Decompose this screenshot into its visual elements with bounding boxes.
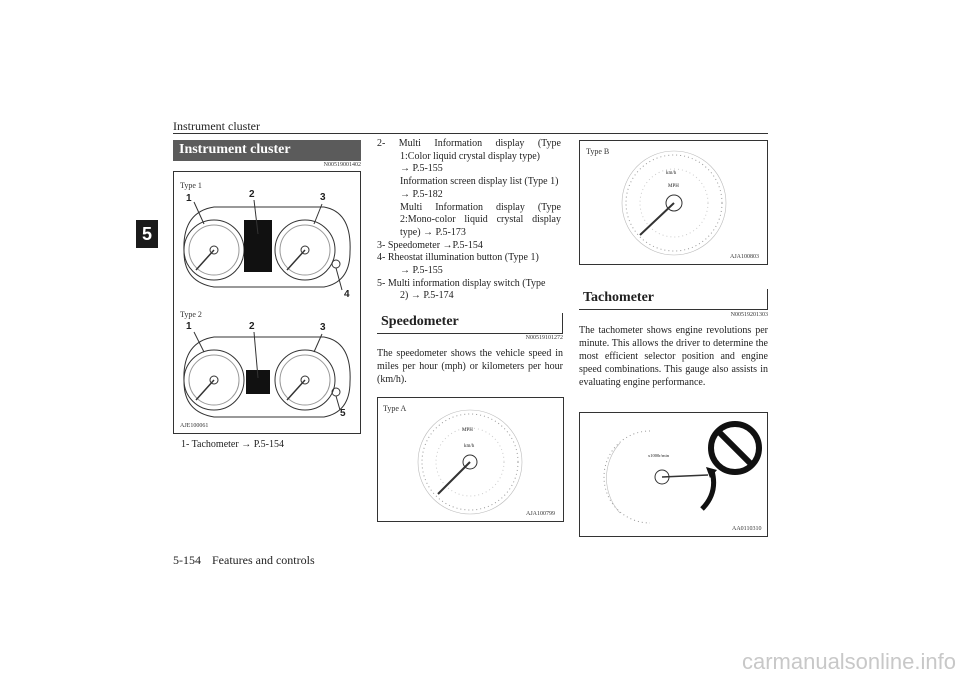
callout-1-type1: 1 [186, 193, 192, 204]
type-b-code: AJA100803 [730, 254, 760, 260]
callout-3-type1: 3 [320, 192, 326, 203]
list-line: → P.5-155 [400, 265, 443, 277]
list-item-1: 1- Tachometer → P.5-154 [181, 439, 284, 450]
reference-list [377, 138, 561, 303]
list-line: 4- Rheostat illumination button (Type 1) [377, 252, 539, 264]
cluster-diagram [174, 172, 360, 433]
speedometer-type-a-figure [377, 397, 564, 522]
type2-label: Type 2 [180, 310, 202, 319]
list-line: 5- Multi information display switch (Type [377, 277, 546, 289]
list-line: → P.5-182 [400, 188, 443, 200]
list-line: Information screen display list (Type 1) [400, 176, 559, 188]
instrument-cluster-heading: Instrument cluster [173, 140, 361, 161]
tachometer-text: The tachometer shows engine revolutions per minute. This allows the driver to determine the most efficient selector position and engine speed combinations. This gauge also assists in evaluating engine performance. [579, 325, 768, 388]
header-rule [173, 133, 768, 134]
tachometer-figure-code: AA0110310 [732, 526, 762, 532]
speedometer-text: The speedometer shows the vehicle speed in miles per hour (mph) or kilometers per hour (km/h). [377, 348, 563, 385]
instrument-cluster-figure [173, 171, 361, 434]
tachometer-figure [579, 412, 768, 537]
instrument-cluster-code: N00519001402 [323, 162, 361, 168]
speedo-unit-top: MPH [462, 428, 473, 433]
speedometer-heading: Speedometer [377, 313, 563, 334]
list-line: 1:Color liquid crystal display type) [400, 150, 540, 162]
callout-4-type1: 4 [344, 289, 350, 300]
callout-2-type2: 2 [249, 321, 255, 332]
list-line: Multi Information display (Type [400, 201, 561, 213]
footer-page-number: 5-154 [173, 553, 201, 567]
speedometer-code: N00519101272 [525, 335, 563, 341]
page-footer [173, 553, 315, 568]
speedometer-type-b-figure [579, 140, 768, 265]
callout-3-type2: 3 [320, 322, 326, 333]
speedometer-b-gauge [580, 141, 767, 264]
list-line: 3- Speedometer →P.5-154 [377, 239, 483, 251]
type-a-label: Type A [383, 404, 407, 413]
tacho-unit: x1000r/min [648, 453, 669, 458]
list-line: 2- Multi Information display (Type [377, 138, 561, 149]
list-line: 2:Mono-color liquid crystal display [400, 214, 561, 226]
list-line: type) → P.5-173 [400, 226, 466, 238]
callout-1-type2: 1 [186, 321, 192, 332]
prohibition-icon [711, 424, 759, 472]
watermark: carmanualsonline.info [741, 649, 956, 674]
speedo-unit-bottom: km/h [464, 444, 475, 449]
tachometer-heading: Tachometer [579, 289, 768, 310]
type-b-label: Type B [586, 147, 610, 156]
chapter-tab: 5 [136, 220, 158, 248]
tachometer-gauge [580, 413, 767, 536]
callout-2-type1: 2 [249, 189, 255, 200]
callout-5-type2: 5 [340, 408, 346, 419]
type-a-code: AJA100799 [526, 511, 556, 517]
speedometer-gauge [378, 398, 563, 521]
speedo-b-unit-bottom: MPH [668, 184, 679, 189]
speedo-b-unit-top: km/h [666, 171, 677, 176]
type1-label: Type 1 [180, 181, 202, 190]
list-line: → P.5-155 [400, 163, 443, 175]
list-line: 2) → P.5-174 [400, 290, 454, 302]
cluster-figure-code: AJE100061 [180, 423, 209, 429]
page-header-title: Instrument cluster [173, 119, 260, 133]
footer-section: Features and controls [212, 553, 315, 567]
tachometer-code: N00519201303 [730, 312, 768, 318]
